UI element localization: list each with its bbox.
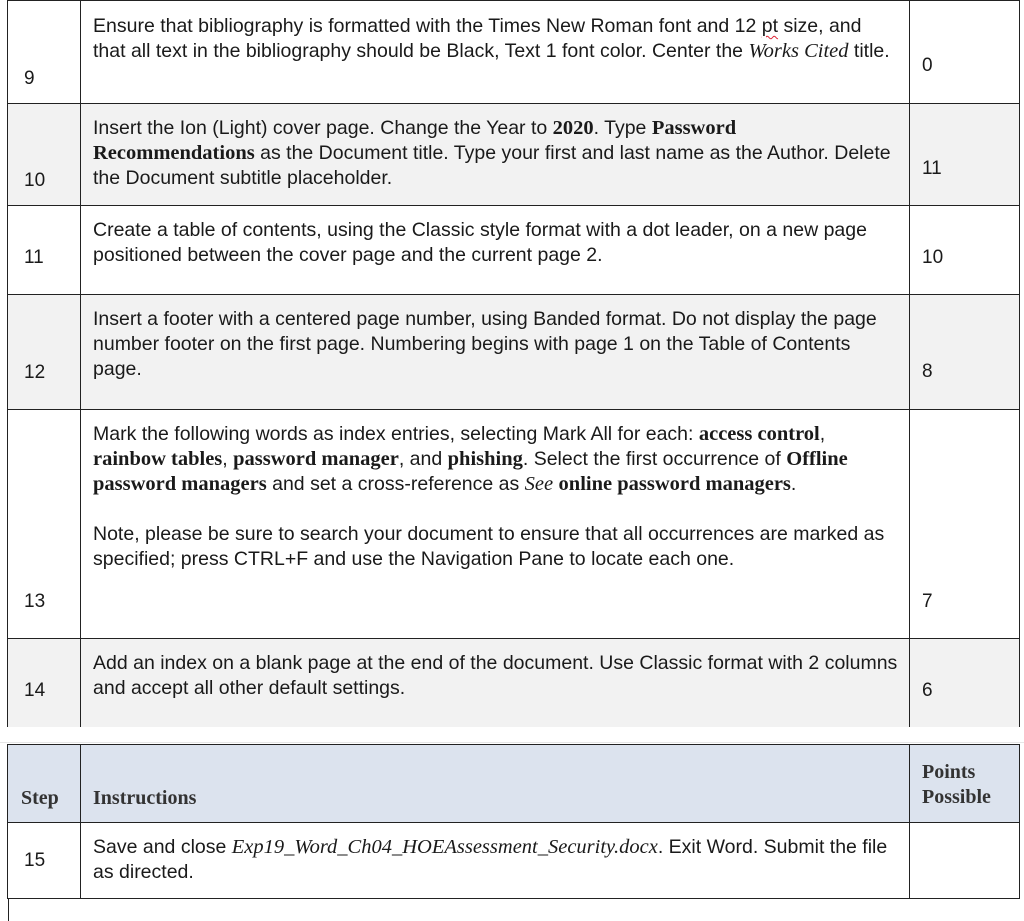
emphasized-term: 2020 [552, 117, 594, 139]
instruction-text [81, 639, 910, 728]
text-run: . Select the first occurrence of [522, 448, 787, 470]
points-value: 7 [910, 410, 1020, 639]
steps-table [7, 0, 1020, 728]
next-table-edge [8, 898, 9, 921]
text-run: Ensure that bibliography is formatted with the Times New Roman font and 12 [93, 15, 762, 37]
emphasized-term: phishing [447, 448, 523, 470]
step-number: 11 [8, 206, 81, 295]
instruction-paragraph [93, 116, 899, 191]
emphasized-term: See [524, 473, 554, 495]
step-number: 12 [8, 295, 81, 410]
emphasized-term: access control [698, 423, 820, 445]
emphasized-term: Password Recommendations [93, 117, 737, 164]
table-row [8, 639, 1020, 728]
text-run: , and [398, 448, 448, 470]
table-row [8, 823, 1020, 899]
text-run: Add an index on a blank page at the end of the document. Use Classic format with 2 columns and accept all other default settings. [93, 652, 898, 699]
text-run: . [790, 473, 797, 495]
emphasized-term: Exp19_Word_Ch04_HOEAssessment_Security.docx [231, 836, 658, 858]
table-row [8, 295, 1020, 410]
text-run: Create a table of contents, using the Classic style format with a dot leader, on a new page positioned between the cover page and the current page 2. [93, 219, 867, 266]
step-number: 15 [8, 823, 81, 899]
instruction-paragraph [93, 651, 899, 701]
table-header-row [8, 745, 1020, 823]
text-run: Insert the Ion (Light) cover page. Change the Year to [93, 117, 553, 139]
emphasized-term: password manager [233, 448, 399, 470]
points-value [910, 823, 1020, 899]
instruction-text [81, 823, 910, 899]
text-run: Mark the following words as index entries, selecting Mark All for each: [93, 423, 699, 445]
instruction-text [81, 206, 910, 295]
header-points-possible: Points Possible [910, 745, 1020, 823]
spelling-flagged-text: pt [761, 15, 779, 37]
header-step: Step [8, 745, 81, 823]
instruction-text [81, 410, 910, 639]
text-run: . Exit Word. Submit the file as directed. [93, 836, 888, 883]
instruction-paragraph [93, 307, 899, 382]
text-run: , [222, 448, 234, 470]
text-run: as the Document title. Type your first and last name as the Author. Delete the Document subtitle placeholder. [93, 142, 891, 189]
text-run: size, and that all text in the bibliography should be Black, Text 1 font color. Center the [93, 15, 862, 62]
emphasized-term: Works Cited [748, 40, 849, 62]
emphasized-term: online password managers [558, 473, 791, 495]
page-break-gap [0, 727, 1024, 743]
steps-table-continued [7, 744, 1020, 899]
instruction-paragraph [93, 218, 899, 268]
emphasized-term: Offline password managers [93, 448, 848, 495]
table-row [8, 410, 1020, 639]
points-value: 11 [910, 104, 1020, 206]
points-value: 8 [910, 295, 1020, 410]
points-value: 6 [910, 639, 1020, 728]
points-value: 0 [910, 1, 1020, 104]
text-run: Insert a footer with a centered page number, using Banded format. Do not display the page number footer on the first page. Numbering begins with page 1 on the Table of Contents page. [93, 308, 877, 380]
instruction-paragraph [93, 14, 899, 64]
header-instructions: Instructions [81, 745, 910, 823]
text-run: title. [848, 40, 890, 62]
instruction-paragraph [93, 835, 899, 885]
table-row [8, 206, 1020, 295]
text-run: , [819, 423, 826, 445]
table-row [8, 1, 1020, 104]
instruction-note: Note, please be sure to search your document to ensure that all occurrences are marked as specified; press CTRL+F and use the Navigation Pane to locate each one. [93, 523, 885, 570]
step-number: 14 [8, 639, 81, 728]
instruction-text [81, 1, 910, 104]
instruction-paragraph [93, 422, 899, 497]
table-row [8, 104, 1020, 206]
emphasized-term: rainbow tables [93, 448, 223, 470]
text-run: and set a cross-reference as [266, 473, 525, 495]
instruction-text [81, 295, 910, 410]
step-number: 13 [8, 410, 81, 639]
step-number: 9 [8, 1, 81, 104]
text-run: Save and close [93, 836, 232, 858]
step-number: 10 [8, 104, 81, 206]
instruction-text [81, 104, 910, 206]
points-value: 10 [910, 206, 1020, 295]
text-run: . Type [593, 117, 652, 139]
